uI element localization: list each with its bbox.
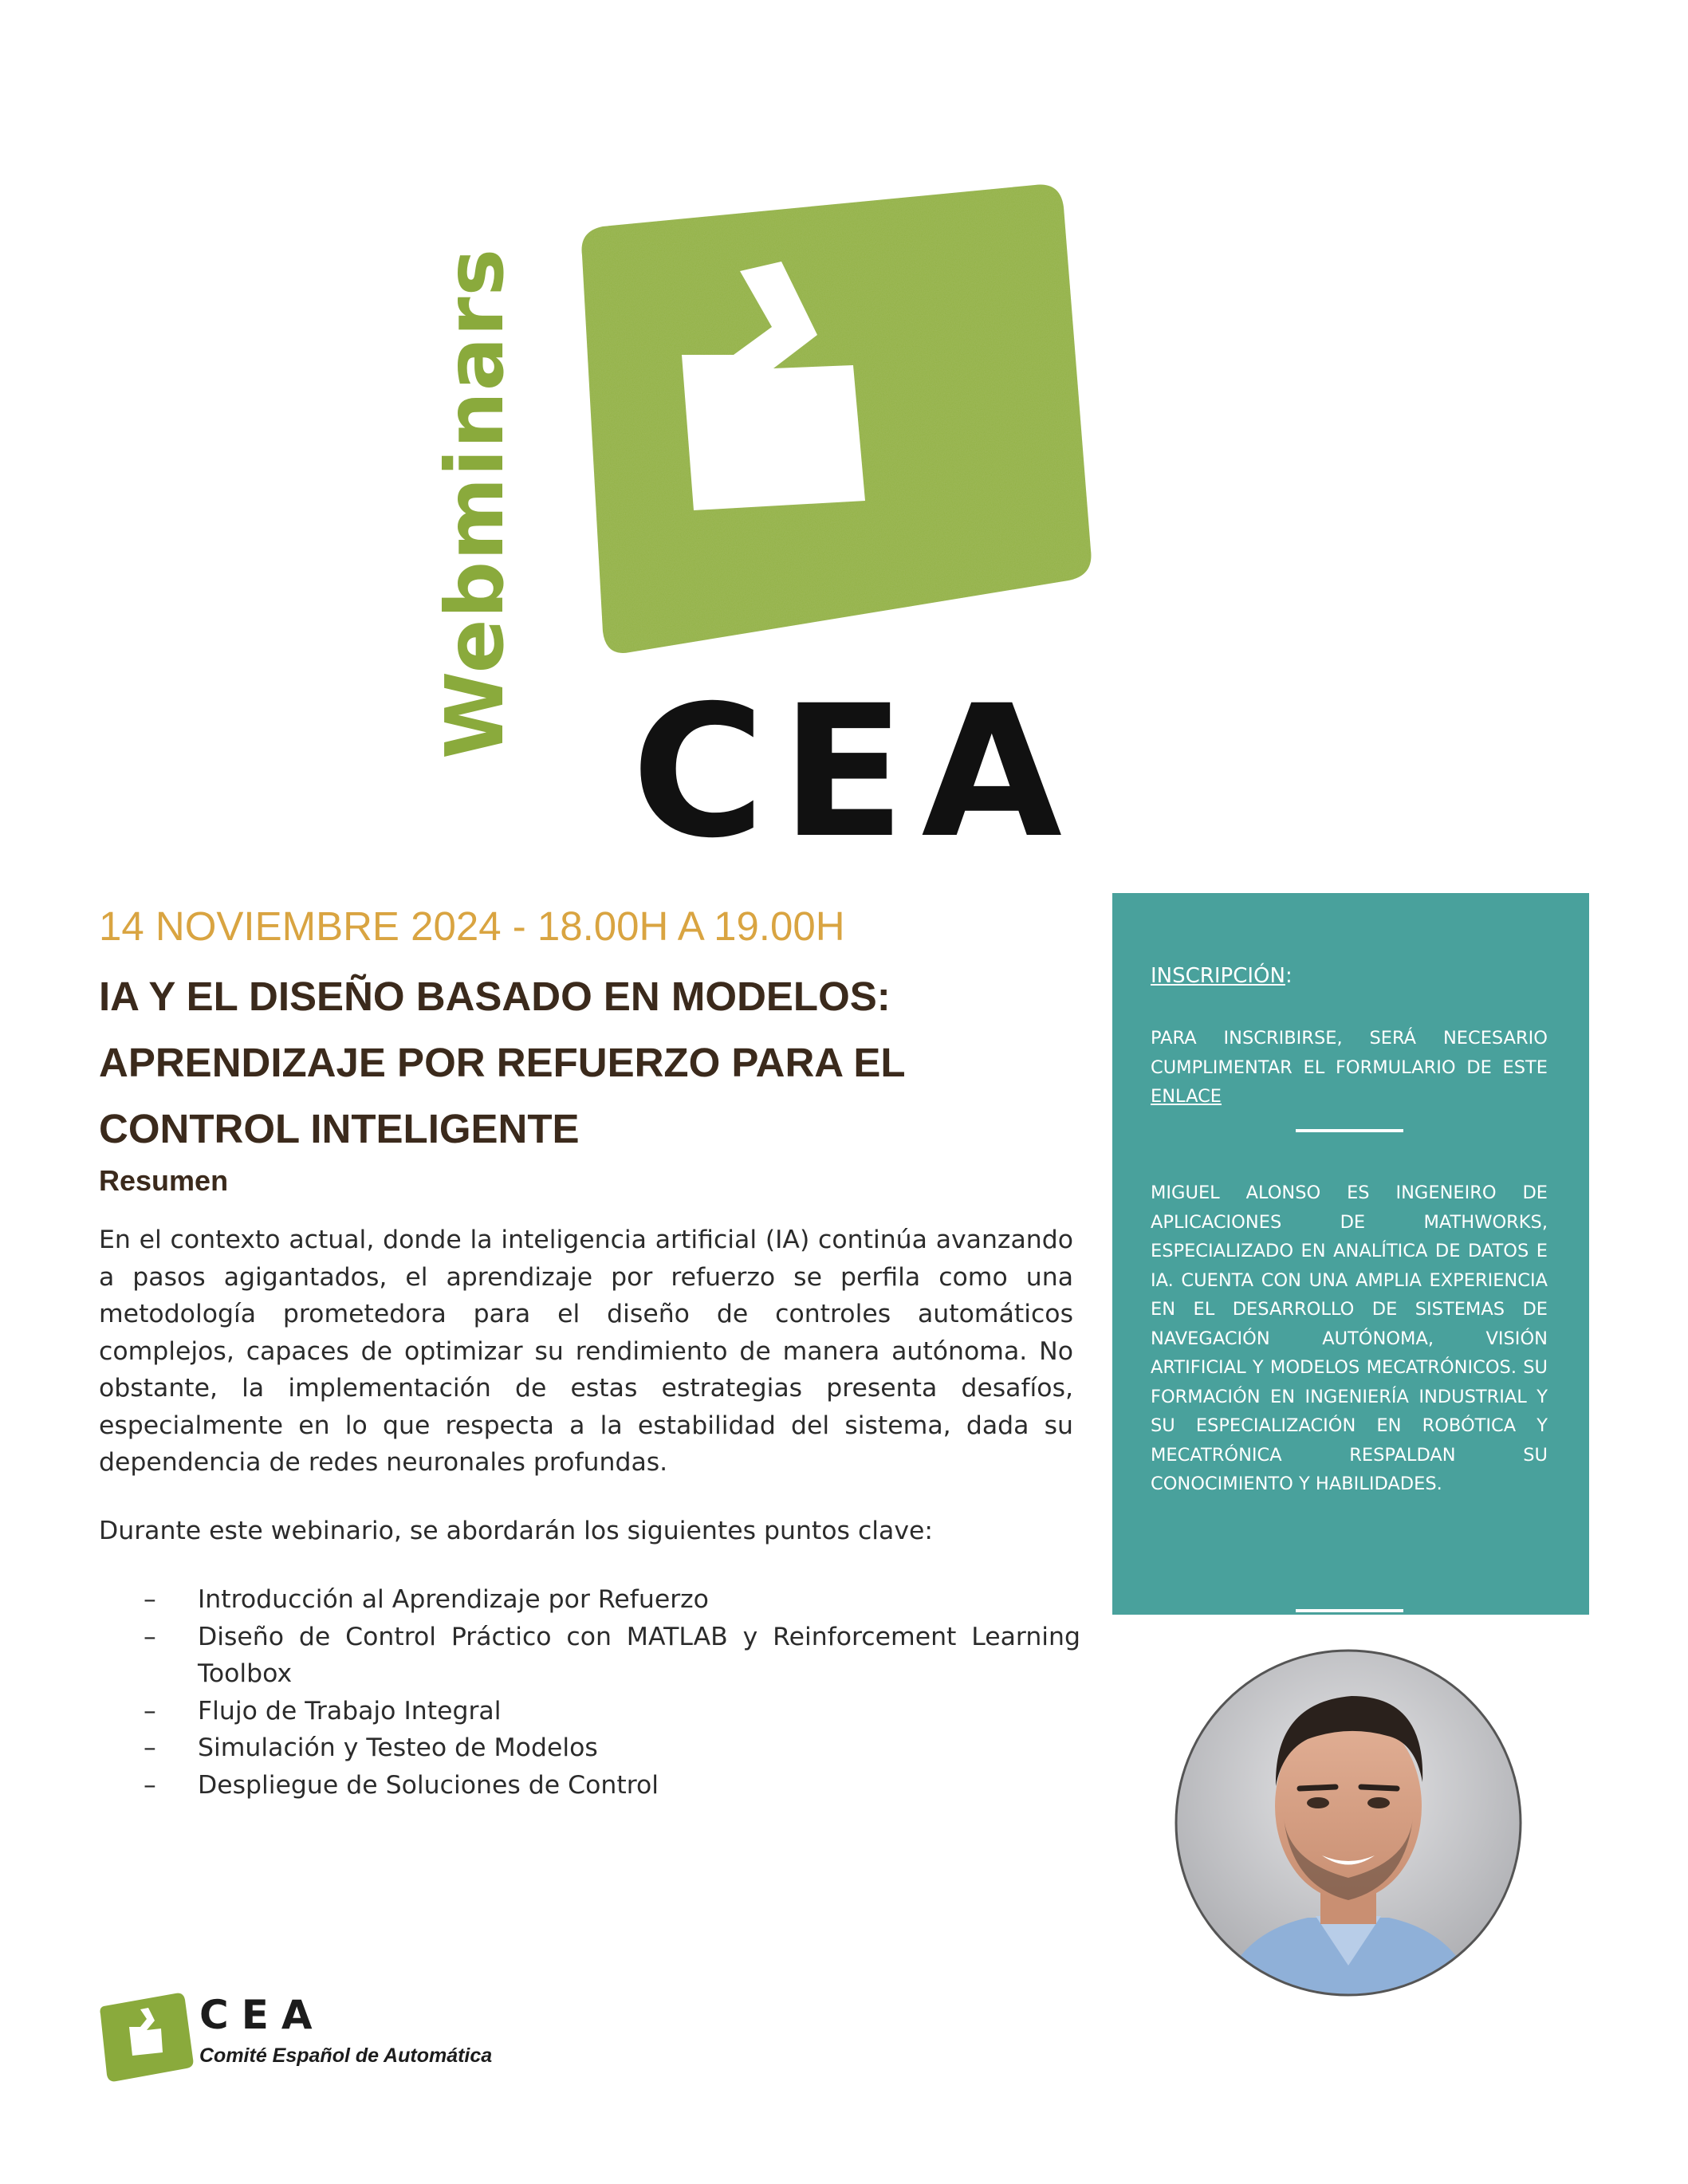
- dash-bullet-icon: –: [144, 1696, 156, 1726]
- event-title-line: APRENDIZAJE POR REFUERZO PARA EL: [99, 1040, 906, 1085]
- footer-logo-wordmark: CEA: [199, 1992, 325, 2038]
- registration-heading: [1151, 962, 1548, 991]
- registration-panel: [1112, 893, 1589, 1615]
- dash-bullet-icon: –: [144, 1622, 156, 1651]
- panel-divider: [1296, 1129, 1403, 1132]
- registration-heading-label: INSCRIPCIÓN: [1151, 964, 1285, 988]
- cea-footer-logo-mark: [99, 1989, 195, 2083]
- event-title: [99, 963, 1080, 1162]
- dash-bullet-icon: –: [144, 1770, 156, 1800]
- registration-instructions: PARA INSCRIBIRSE, SERÁ NECESARIO CUMPLIMENTAR EL FORMULARIO DE ESTE: [1151, 1028, 1548, 1078]
- key-points-list: [144, 1581, 1080, 1804]
- cea-logo-wordmark: [632, 666, 1062, 878]
- speaker-photo: [1172, 1647, 1525, 1999]
- event-date: 14 NOVIEMBRE 2024 - 18.00H A 19.00H: [99, 903, 845, 949]
- footer-logo: [99, 1989, 498, 2084]
- list-item: [144, 1581, 1080, 1619]
- event-title-line: CONTROL INTELIGENTE: [99, 1106, 580, 1151]
- list-item: [144, 1767, 1080, 1804]
- list-item: [144, 1619, 1080, 1693]
- logo-letter-e: E: [781, 666, 906, 878]
- list-item-text: Introducción al Aprendizaje por Refuerzo: [198, 1585, 709, 1614]
- key-points-intro: Durante este webinario, se abordarán los siguientes puntos clave:: [99, 1517, 933, 1545]
- footer-logo-subtitle: Comité Español de Automática: [199, 2044, 493, 2067]
- list-item-text: Flujo de Trabajo Integral: [198, 1696, 502, 1726]
- panel-divider-bottom: [1296, 1609, 1403, 1612]
- registration-text: [1151, 1024, 1548, 1112]
- list-item-text: Simulación y Testeo de Modelos: [198, 1733, 598, 1762]
- dash-bullet-icon: –: [144, 1585, 156, 1614]
- summary-paragraph: En el contexto actual, donde la inteligencia artificial (IA) continúa avanzando a pasos agigantados, el aprendizaje por refuerzo se perfila como una metodología prometedora para el diseño de controles automáticos complejos, capaces de optimizar su rendimiento de manera autónoma. No obstante, la implementación de estas estrategias presenta desafíos, especialmente en lo que respecta a la estabilidad del sistema, dada su dependencia de redes neuronales profundas.: [99, 1226, 1073, 1477]
- list-item: [144, 1693, 1080, 1730]
- cea-logo-mark: [550, 175, 1092, 670]
- registration-heading-colon: :: [1285, 964, 1293, 988]
- logo-letter-c: C: [632, 666, 765, 878]
- webminars-vertical-label: Webminars: [428, 247, 521, 759]
- list-item-text: Diseño de Control Práctico con MATLAB y Reinforcement Learning Toolbox: [198, 1622, 1080, 1688]
- speaker-bio: MIGUEL ALONSO ES INGENEIRO DE APLICACIONES DE MATHWORKS, ESPECIALIZADO EN ANALÍTICA DE DATOS E IA. CUENTA CON UNA AMPLIA EXPERIENCIA EN EL DESARROLLO DE SISTEMAS DE NAVEGACIÓN AUTÓNOMA, VISIÓN ARTIFICIAL Y MODELOS MECATRÓNICOS. SU FORMACIÓN EN INGENIERÍA INDUSTRIAL Y SU ESPECIALIZACIÓN EN ROBÓTICA Y MECATRÓNICA RESPALDAN SU CONOCIMIENTO Y HABILIDADES.: [1151, 1183, 1548, 1494]
- summary-heading: Resumen: [99, 1164, 229, 1197]
- list-item-text: Despliegue de Soluciones de Control: [198, 1770, 659, 1800]
- registration-link[interactable]: ENLACE: [1151, 1086, 1222, 1107]
- event-title-line: IA Y EL DISEÑO BASADO EN MODELOS:: [99, 974, 891, 1019]
- list-item: [144, 1729, 1080, 1767]
- dash-bullet-icon: –: [144, 1733, 156, 1762]
- logo-letter-a: A: [921, 666, 1062, 878]
